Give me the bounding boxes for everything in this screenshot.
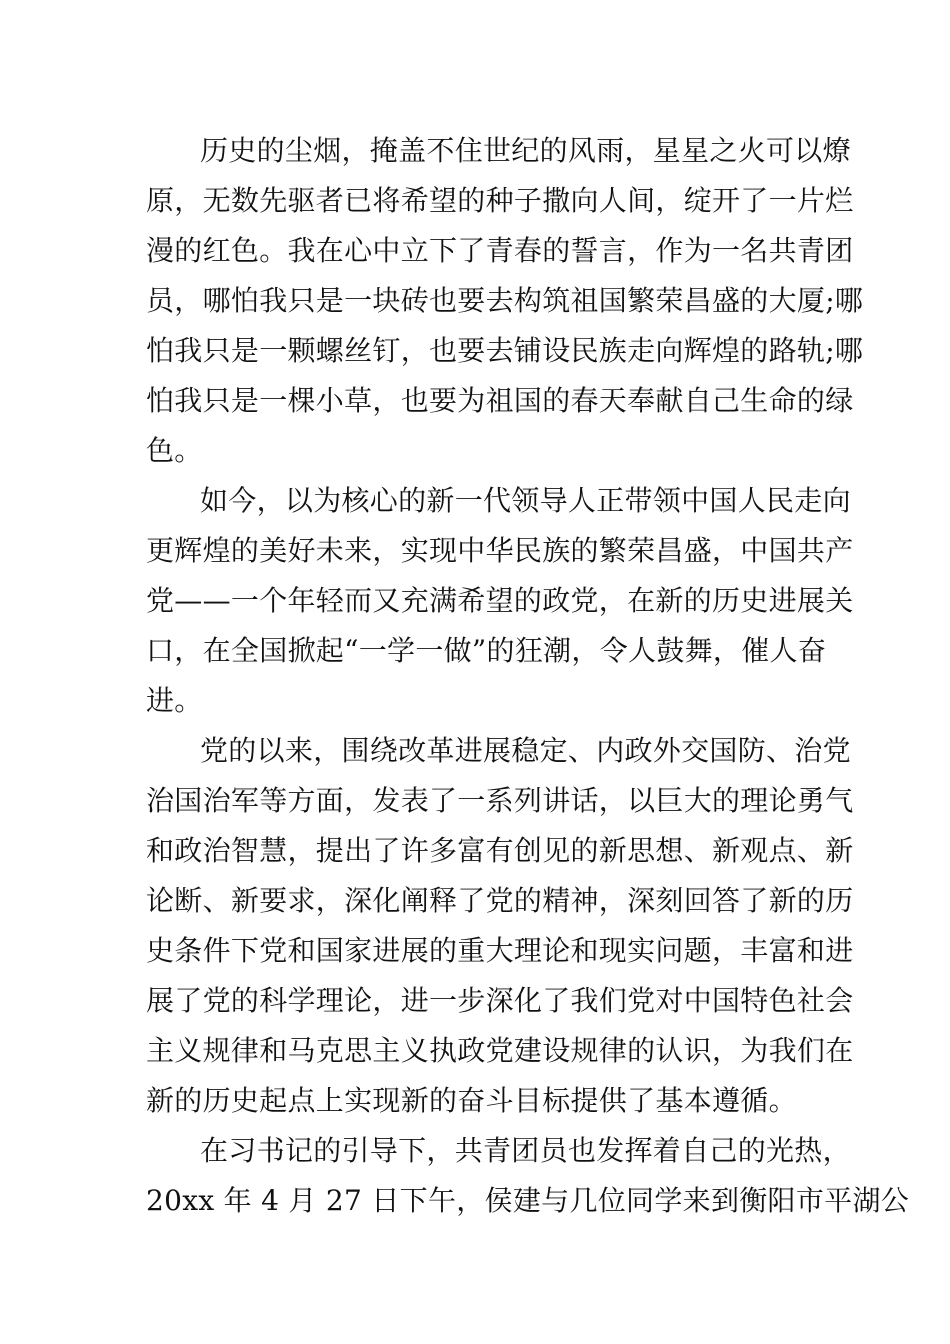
paragraph-3-line-6: 展了党的科学理论，进一步深化了我们党对中国特色社会: [146, 984, 854, 1017]
paragraph-1-line-2: 原，无数先驱者已将希望的种子撒向人间，绽开了一片烂: [146, 184, 854, 217]
paragraph-4-line-2: 20xx 年 4 月 27 日下午，侯建与几位同学来到衡阳市平湖公: [146, 1184, 910, 1217]
paragraph-1-line-1: 历史的尘烟，掩盖不住世纪的风雨，星星之火可以燎: [200, 134, 851, 167]
paragraph-2-line-4: 口，在全国掀起“一学一做”的狂潮，令人鼓舞，催人奋: [146, 634, 827, 667]
paragraph-3-line-8: 新的历史起点上实现新的奋斗目标提供了基本遵循。: [146, 1084, 797, 1117]
paragraph-2-line-3: 党——一个年轻而又充满希望的政党，在新的历史进展关: [146, 584, 854, 617]
paragraph-3-line-2: 治国治军等方面，发表了一系列讲话，以巨大的理论勇气: [146, 784, 854, 817]
paragraph-3-line-3: 和政治智慧，提出了许多富有创见的新思想、新观点、新: [146, 834, 854, 867]
paragraph-2-line-2: 更辉煌的美好未来，实现中华民族的繁荣昌盛，中国共产: [146, 534, 854, 567]
paragraph-4-line-1: 在习书记的引导下，共青团员也发挥着自己的光热，: [200, 1134, 851, 1167]
paragraph-1-line-6: 怕我只是一棵小草，也要为祖国的春天奉献自己生命的绿: [146, 384, 854, 417]
paragraph-1-line-5: 怕我只是一颗螺丝钉，也要去铺设民族走向辉煌的路轨;哪: [146, 334, 864, 367]
paragraph-1-line-3: 漫的红色。我在心中立下了青春的誓言，作为一名共青团: [146, 234, 854, 267]
document-body: [146, 126, 910, 1226]
paragraph-3-line-1: 党的以来，围绕改革进展稳定、内政外交国防、治党: [200, 734, 851, 767]
paragraph-1-line-7: 色。: [146, 434, 203, 467]
paragraph-1-line-4: 员，哪怕我只是一块砖也要去构筑祖国繁荣昌盛的大厦;哪: [146, 284, 864, 317]
paragraph-3-line-4: 论断、新要求，深化阐释了党的精神，深刻回答了新的历: [146, 884, 854, 917]
paragraph-3-line-7: 主义规律和马克思主义执政党建设规律的认识，为我们在: [146, 1034, 854, 1067]
paragraph-2-line-1: 如今，以为核心的新一代领导人正带领中国人民走向: [200, 484, 851, 517]
paragraph-2-line-5: 进。: [146, 684, 203, 717]
paragraph-3-line-5: 史条件下党和国家进展的重大理论和现实问题，丰富和进: [146, 934, 854, 967]
